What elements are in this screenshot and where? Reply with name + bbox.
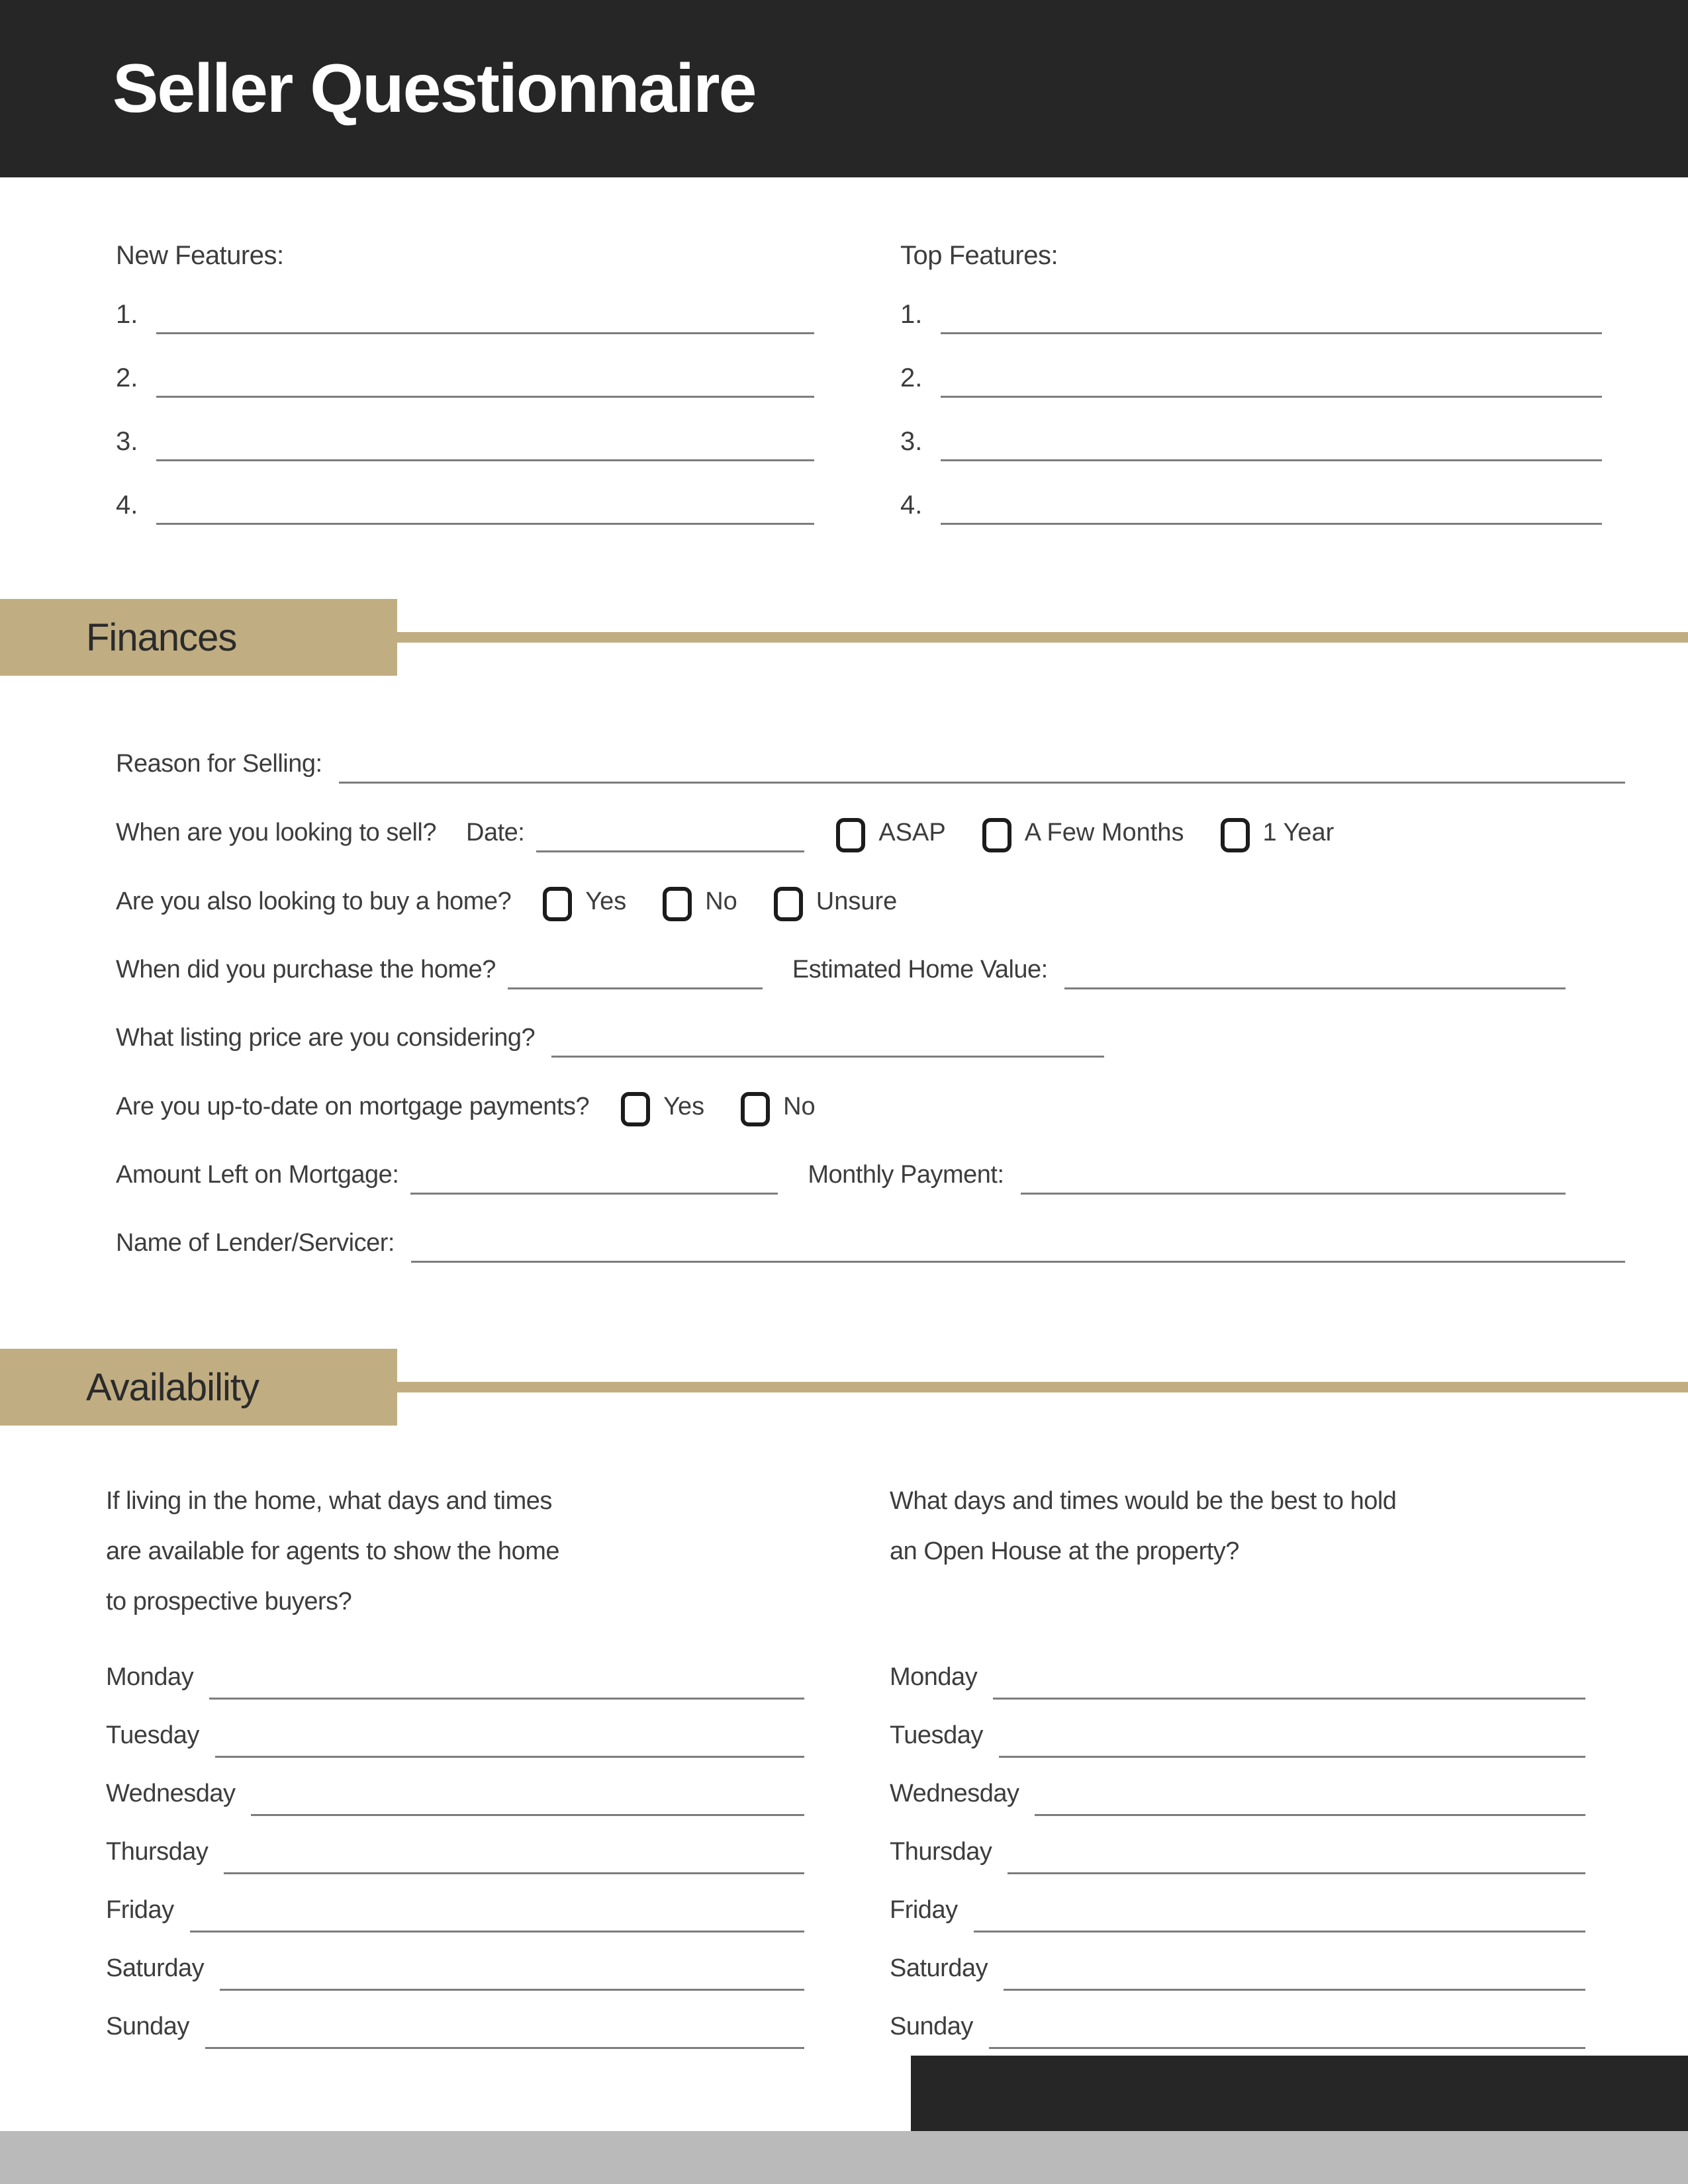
open-house-tuesday-input-line[interactable] — [999, 1755, 1585, 1758]
day-label: Monday — [890, 1663, 978, 1691]
finances-title-box — [0, 599, 397, 676]
showing-thursday-input-line[interactable] — [224, 1872, 804, 1874]
page-title: Seller Questionnaire — [113, 50, 756, 127]
showing-friday-row — [106, 1874, 804, 1933]
open-house-monday-input-line[interactable] — [993, 1697, 1585, 1700]
listing-price-row — [116, 1024, 1625, 1058]
availability-section-header — [0, 1349, 1688, 1426]
showing-tuesday-row — [106, 1700, 804, 1758]
buy-unsure-option — [774, 887, 898, 921]
open-house-day-list — [890, 1641, 1585, 2049]
amount-left-input-line[interactable] — [410, 1192, 778, 1195]
day-label: Sunday — [106, 2013, 189, 2040]
est-value-input-line[interactable] — [1064, 987, 1566, 989]
few-months-option — [982, 818, 1184, 852]
list-item — [900, 334, 1602, 398]
few-months-checkbox[interactable] — [982, 818, 1011, 852]
monthly-payment-input-line[interactable] — [1021, 1192, 1566, 1195]
asap-label: ASAP — [878, 819, 946, 846]
few-months-label: A Few Months — [1024, 819, 1184, 846]
open-house-saturday-row — [890, 1933, 1585, 1991]
day-label: Thursday — [890, 1838, 992, 1866]
buy-home-row — [116, 887, 1625, 921]
buy-unsure-label: Unsure — [816, 887, 898, 915]
open-house-friday-row — [890, 1874, 1585, 1933]
day-label: Sunday — [890, 2013, 973, 2040]
mortgage-yes-checkbox[interactable] — [621, 1092, 650, 1126]
showing-saturday-row — [106, 1933, 804, 1991]
open-house-thursday-input-line[interactable] — [1008, 1872, 1585, 1874]
finances-accent-line — [397, 632, 1688, 643]
list-item — [116, 334, 814, 398]
list-item — [900, 398, 1602, 461]
open-house-wednesday-row — [890, 1758, 1585, 1816]
open-house-sunday-row — [890, 1991, 1585, 2049]
showing-wednesday-input-line[interactable] — [251, 1813, 804, 1816]
mortgage-yes-option — [621, 1092, 704, 1126]
list-item — [116, 398, 814, 461]
one-year-option — [1221, 818, 1335, 852]
sell-when-row — [116, 818, 1625, 852]
mortgage-uptodate-row — [116, 1092, 1625, 1126]
footer-dark-bar — [911, 2056, 1688, 2131]
top-features-label: Top Features: — [900, 241, 1058, 270]
feature-item-number: 1. — [116, 300, 138, 329]
new-feature-input-line-3[interactable] — [156, 459, 814, 461]
open-house-saturday-input-line[interactable] — [1004, 1988, 1585, 1991]
showing-thursday-row — [106, 1816, 804, 1874]
feature-item-number: 3. — [900, 427, 923, 456]
top-features-column — [900, 241, 1602, 525]
day-label: Saturday — [106, 1954, 205, 1982]
buy-yes-label: Yes — [585, 887, 627, 915]
new-features-label: New Features: — [116, 241, 284, 270]
finances-section — [0, 676, 1688, 1263]
open-house-question: What days and times would be the best to hold an Open House at the property? — [890, 1487, 1397, 1565]
lender-row — [116, 1229, 1625, 1263]
showing-question: If living in the home, what days and times are available for agents to show the home to prospective buyers? — [106, 1487, 560, 1615]
buy-yes-checkbox[interactable] — [543, 887, 572, 921]
asap-option — [836, 818, 945, 852]
showing-day-list — [106, 1641, 804, 2049]
buy-home-label: Are you also looking to buy a home? — [116, 887, 512, 915]
day-label: Wednesday — [106, 1780, 236, 1807]
day-label: Thursday — [106, 1838, 209, 1866]
showing-tuesday-input-line[interactable] — [215, 1755, 804, 1758]
availability-accent-line — [397, 1382, 1688, 1392]
day-label: Monday — [106, 1663, 194, 1691]
feature-item-number: 2. — [116, 363, 138, 392]
finances-section-header — [0, 599, 1688, 676]
top-feature-input-line-1[interactable] — [941, 332, 1602, 334]
list-item — [900, 461, 1602, 525]
day-label: Wednesday — [890, 1780, 1019, 1807]
monthly-payment-label: Monthly Payment: — [808, 1161, 1004, 1189]
feature-item-number: 1. — [900, 300, 923, 329]
feature-item-number: 4. — [900, 490, 923, 520]
showing-monday-row — [106, 1641, 804, 1700]
reason-row — [116, 750, 1625, 784]
features-section — [0, 177, 1688, 525]
finances-title: Finances — [86, 615, 237, 659]
one-year-label: 1 Year — [1262, 819, 1335, 846]
open-house-thursday-row — [890, 1816, 1585, 1874]
page-header — [0, 0, 1688, 177]
day-label: Tuesday — [890, 1721, 983, 1749]
availability-section — [0, 1426, 1688, 2049]
mortgage-yes-label: Yes — [663, 1093, 705, 1120]
open-house-friday-input-line[interactable] — [974, 1930, 1585, 1933]
feature-item-number: 2. — [900, 363, 923, 392]
buy-no-checkbox[interactable] — [663, 887, 692, 921]
listing-price-input-line[interactable] — [551, 1055, 1104, 1058]
purchase-row — [116, 956, 1625, 989]
top-feature-input-line-3[interactable] — [941, 459, 1602, 461]
day-label: Friday — [890, 1896, 958, 1924]
showing-sunday-input-line[interactable] — [205, 2046, 804, 2049]
buy-no-option — [663, 887, 737, 921]
availability-title-box — [0, 1349, 397, 1426]
availability-title: Availability — [86, 1365, 259, 1409]
reason-label: Reason for Selling: — [116, 750, 322, 778]
new-feature-input-line-2[interactable] — [156, 395, 814, 398]
buy-yes-option — [543, 887, 626, 921]
list-item — [900, 271, 1602, 334]
lender-input-line[interactable] — [411, 1260, 1625, 1263]
showing-wednesday-row — [106, 1758, 804, 1816]
open-house-sunday-input-line[interactable] — [989, 2046, 1585, 2049]
lender-label: Name of Lender/Servicer: — [116, 1229, 395, 1257]
day-label: Saturday — [890, 1954, 988, 1982]
buy-unsure-checkbox[interactable] — [774, 887, 803, 921]
list-item — [116, 461, 814, 525]
new-feature-input-line-4[interactable] — [156, 522, 814, 525]
open-house-tuesday-row — [890, 1700, 1585, 1758]
asap-checkbox[interactable] — [836, 818, 865, 852]
showing-sunday-row — [106, 1991, 804, 2049]
date-input-line[interactable] — [536, 850, 804, 852]
top-feature-input-line-2[interactable] — [941, 395, 1602, 398]
mortgage-no-option — [741, 1092, 816, 1126]
list-item — [116, 271, 814, 334]
purchase-when-label: When did you purchase the home? — [116, 956, 496, 983]
open-house-wednesday-input-line[interactable] — [1035, 1813, 1585, 1816]
purchase-date-input-line[interactable] — [508, 987, 763, 989]
listing-price-label: What listing price are you considering? — [116, 1024, 536, 1052]
date-label: Date: — [466, 819, 525, 846]
reason-input-line[interactable] — [339, 781, 1625, 784]
showing-availability-column — [106, 1476, 804, 2049]
footer-gray-bar — [0, 2131, 1688, 2184]
open-house-column — [890, 1476, 1585, 2049]
buy-no-label: No — [705, 887, 737, 915]
showing-monday-input-line[interactable] — [209, 1697, 804, 1700]
one-year-checkbox[interactable] — [1221, 818, 1250, 852]
open-house-monday-row — [890, 1641, 1585, 1700]
day-label: Tuesday — [106, 1721, 199, 1749]
showing-saturday-input-line[interactable] — [220, 1988, 804, 1991]
showing-friday-input-line[interactable] — [190, 1930, 804, 1933]
mortgage-no-checkbox[interactable] — [741, 1092, 770, 1126]
new-features-column — [116, 241, 814, 525]
amount-left-row — [116, 1161, 1625, 1195]
est-value-label: Estimated Home Value: — [792, 956, 1048, 983]
amount-left-label: Amount Left on Mortgage: — [116, 1161, 399, 1189]
sell-when-label: When are you looking to sell? — [116, 819, 437, 846]
day-label: Friday — [106, 1896, 174, 1924]
mortgage-no-label: No — [783, 1093, 816, 1120]
feature-item-number: 3. — [116, 427, 138, 456]
feature-item-number: 4. — [116, 490, 138, 520]
new-feature-input-line-1[interactable] — [156, 332, 814, 334]
top-feature-input-line-4[interactable] — [941, 522, 1602, 525]
mortgage-uptodate-label: Are you up-to-date on mortgage payments? — [116, 1093, 590, 1120]
